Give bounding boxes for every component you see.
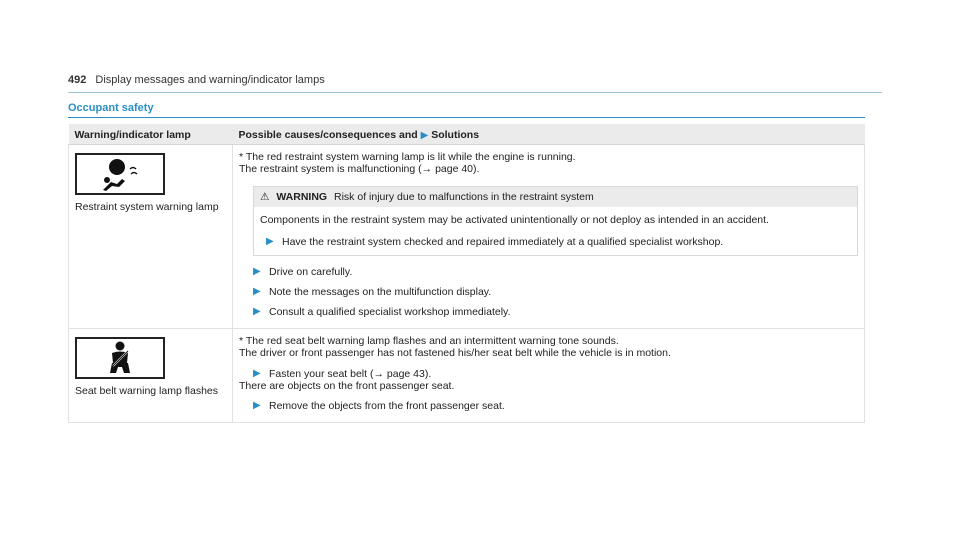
cause-text: * The red seat belt warning lamp flashes and an intermittent warning tone sounds.: [239, 335, 619, 347]
section-title: Occupant safety: [68, 102, 154, 114]
lamp-cell: [69, 145, 233, 329]
section-divider: [68, 117, 865, 118]
warning-headline: Risk of injury due to malfunctions in the restraint system: [334, 191, 594, 203]
solution-step: [253, 368, 858, 380]
cause-text: The restraint system is malfunctioning (→ page 40).: [239, 163, 480, 175]
arrow-right-icon: ▶: [253, 400, 261, 411]
seat-belt-icon: [75, 337, 165, 379]
lamp-cell: [69, 329, 233, 423]
cause-text: * The red restraint system warning lamp is lit while the engine is running.: [239, 151, 576, 163]
column-header-causes-text: Possible causes/consequences and: [238, 129, 418, 141]
arrow-right-icon: ▶: [253, 306, 261, 317]
solution-step-text: Drive on carefully.: [269, 266, 353, 278]
arrow-right-icon: ▶: [266, 236, 274, 247]
solution-step-text: Note the messages on the multifunction display.: [269, 286, 492, 298]
solution-step: [253, 286, 858, 298]
warning-step-text: Have the restraint system checked and repaired immediately at a qualified specialist workshop.: [282, 236, 724, 248]
table-row: [69, 145, 865, 329]
table-header-row: [69, 124, 865, 145]
solution-step-text: Fasten your seat belt (→ page 43).: [269, 368, 432, 380]
header-divider: [68, 92, 882, 93]
column-header-solutions-text: Solutions: [431, 129, 480, 141]
causes-cell: [233, 329, 865, 423]
solution-step-text: Remove the objects from the front passenger seat.: [269, 400, 505, 412]
cause-text: The driver or front passenger has not fastened his/her seat belt while the vehicle is in motion.: [239, 347, 671, 359]
arrow-right-icon: ▶: [253, 368, 261, 379]
warning-body: Components in the restraint system may be activated unintentionally or not deploy as intended in an accident.: [260, 214, 769, 226]
solution-step: [253, 306, 858, 318]
warning-step: [254, 230, 857, 255]
page-header: [68, 74, 325, 86]
warning-header: [254, 187, 857, 207]
column-header-lamp: Warning/indicator lamp: [69, 124, 233, 145]
arrow-right-icon: ▶: [253, 286, 261, 297]
arrow-right-icon: ▶: [420, 130, 429, 141]
warning-title: WARNING: [276, 191, 328, 203]
warning-lamp-table: [68, 124, 865, 423]
warning-box: [253, 186, 858, 256]
lamp-label: Restraint system warning lamp: [75, 201, 219, 213]
table-row: [69, 329, 865, 423]
warning-triangle-icon: ⚠: [260, 191, 270, 203]
airbag-icon: [75, 153, 165, 195]
causes-cell: [233, 145, 865, 329]
lamp-label: Seat belt warning lamp flashes: [75, 385, 218, 397]
column-header-causes: [233, 124, 865, 145]
page-header-title: Display messages and warning/indicator lamps: [95, 74, 325, 86]
page-number: 492: [68, 74, 87, 86]
solution-step: [253, 400, 858, 412]
solution-step-text: Consult a qualified specialist workshop immediately.: [269, 306, 511, 318]
arrow-right-icon: ▶: [253, 266, 261, 277]
cause-text: There are objects on the front passenger seat.: [239, 380, 455, 392]
solution-step: [253, 266, 858, 278]
